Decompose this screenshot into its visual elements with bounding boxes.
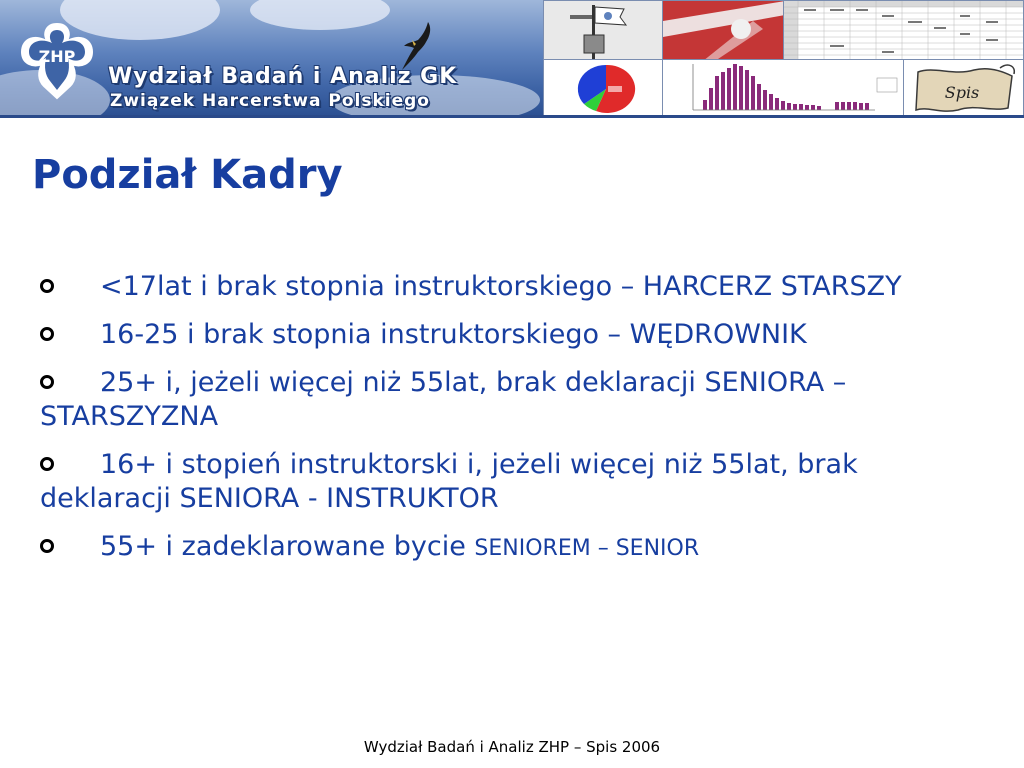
- flag-image: [662, 0, 784, 60]
- header-banner: [0, 0, 1024, 118]
- scroll-image: [903, 59, 1024, 117]
- scroll-text: Spis: [944, 83, 980, 102]
- bullet-circle-icon: [40, 539, 54, 553]
- footer-text: Wydział Badań i Analiz ZHP – Spis 2006: [363, 738, 661, 756]
- bullet-text: 16+ i stopień instruktorski i, jeżeli więcej niż 55lat, brak deklaracji SENIORA - INSTRUKTOR: [40, 449, 858, 514]
- spreadsheet-image: [783, 0, 1024, 60]
- bullet-text: 55+ i zadeklarowane bycie: [100, 531, 475, 562]
- bullet-item: [40, 366, 990, 434]
- bullet-item: [40, 448, 990, 516]
- banner-title: Wydział Badań i Analiz GK: [108, 64, 458, 89]
- eagle-silhouette-icon: [398, 20, 440, 76]
- flag-pole-image: [543, 0, 663, 60]
- logo-text: ZHP: [38, 47, 76, 66]
- bullet-text: 16-25 i brak stopnia instruktorskiego – WĘDROWNIK: [100, 319, 807, 350]
- bullet-text-small: SENIOREM – SENIOR: [474, 536, 700, 561]
- banner-subtitle: Związek Harcerstwa Polskiego: [110, 91, 430, 111]
- slide-title: Podział Kadry: [32, 152, 343, 198]
- bullet-item: [40, 270, 990, 304]
- bullet-text: <17lat i brak stopnia instruktorskiego – HARCERZ STARSZY: [100, 271, 902, 302]
- bullet-circle-icon: [40, 279, 54, 293]
- banner-divider: [0, 115, 1024, 118]
- bullet-text: 25+ i, jeżeli więcej niż 55lat, brak deklaracji SENIORA – STARSZYZNA: [40, 367, 847, 432]
- bullet-item: [40, 318, 990, 352]
- bullet-list: [40, 270, 990, 580]
- bullet-circle-icon: [40, 327, 54, 341]
- bullet-item: [40, 530, 990, 566]
- bar-chart-image: [662, 59, 904, 117]
- pie-chart-image: [543, 59, 663, 117]
- bullet-circle-icon: [40, 375, 54, 389]
- bullet-circle-icon: [40, 457, 54, 471]
- zhp-logo: [8, 20, 106, 102]
